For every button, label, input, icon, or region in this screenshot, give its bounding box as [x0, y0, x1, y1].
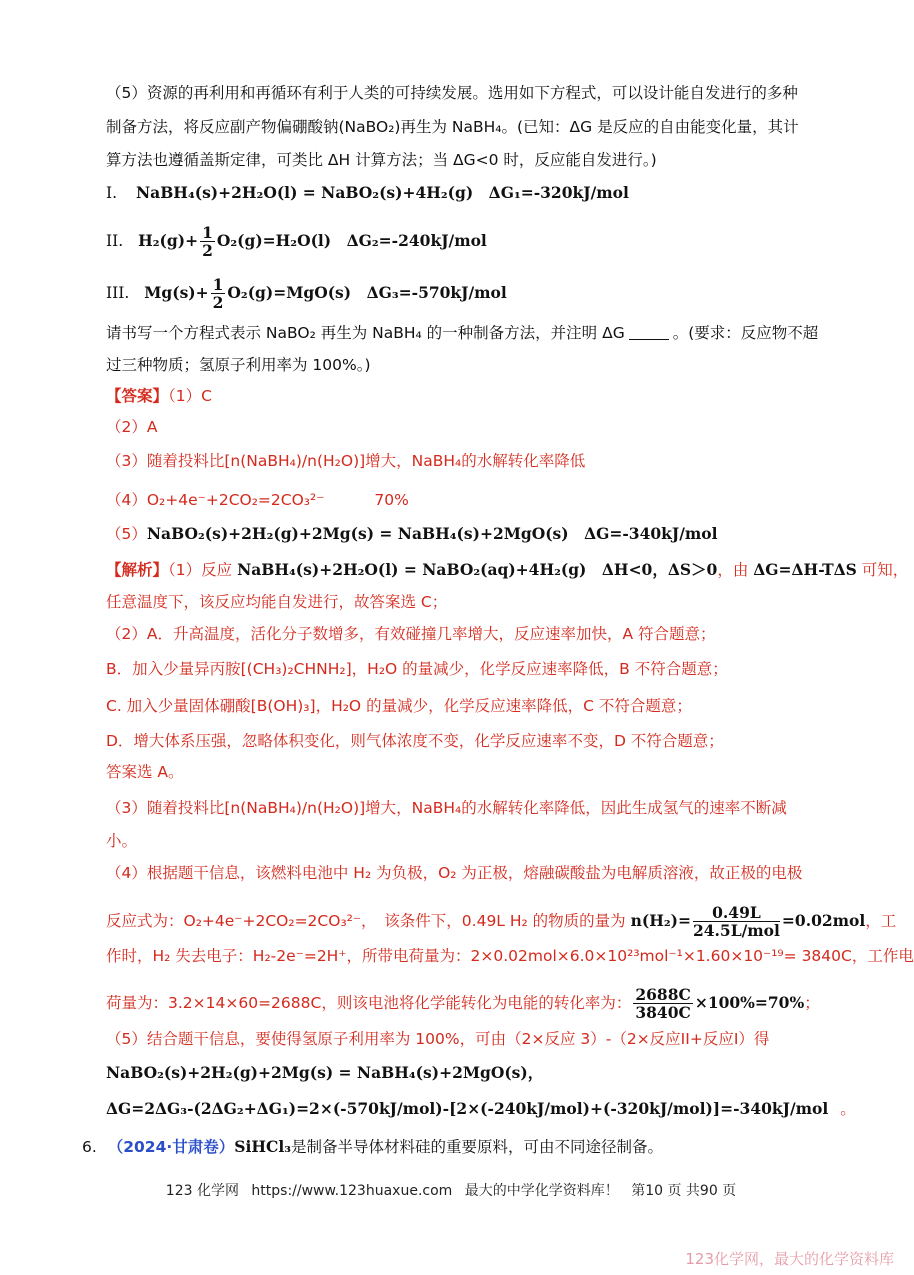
- reaction-1-label: I.: [106, 184, 118, 202]
- analysis-5-calc: [106, 1098, 856, 1120]
- intro-line-3: 算方法也遵循盖斯定律，可类比 ΔH 计算方法；当 ΔG<0 时，反应能自发进行。): [106, 151, 657, 169]
- question-6-source: （2024·甘肃卷）: [107, 1138, 235, 1156]
- reaction-2-post: O₂(g)=H₂O(l) ΔG₂=-240kJ/mol: [216, 231, 487, 250]
- analysis-4-frac2-den: 3840C: [635, 1003, 691, 1022]
- analysis-1b: ，由: [717, 561, 754, 579]
- answer-4-eq: （4）O₂+4e⁻+2CO₂=2CO₃²⁻: [106, 491, 325, 509]
- analysis-1-eq: NaBH₄(s)+2H₂O(l) = NaBO₂(aq)+4H₂(g) ΔH<0，ΔS＞0: [237, 560, 718, 579]
- prompt-line-1: [106, 322, 818, 344]
- intro-line-1: （5）资源的再利用和再循环有利于人类的可持续发展。选用如下方程式，可以设计能自发进行的多种: [106, 84, 798, 102]
- half-fraction-2: [211, 276, 226, 311]
- reaction-2: [106, 224, 487, 259]
- analysis-4-result-2: ×100%=70%: [694, 993, 805, 1012]
- analysis-4-frac-num: 0.49L: [693, 904, 780, 922]
- footer-site: 123 化学网: [165, 1183, 239, 1199]
- analysis-tag: 【解析】: [106, 561, 169, 579]
- reaction-1: [106, 182, 629, 204]
- analysis-4-end: ；: [804, 994, 820, 1012]
- half-den-2: 2: [212, 293, 224, 312]
- analysis-1-line2: 任意温度下，该反应均能自发进行，故答案选 C；: [106, 593, 448, 611]
- prompt-line-2: 过三种物质；氢原子利用率为 100%。): [106, 356, 371, 374]
- analysis-5-calc-eq: ΔG=2ΔG₃-(2ΔG₂+ΔG₁)=2×(-570kJ/mol)-[2×(-240kJ/mol)+(-320kJ/mol)]=-340kJ/mol: [106, 1099, 829, 1118]
- question-6: [82, 1136, 663, 1158]
- analysis-2c: C. 加入少量固体硼酸[B(OH)₃]，H₂O 的量减少，化学反应速率降低，C 不符合题意；: [106, 697, 692, 715]
- half-den: 2: [202, 241, 213, 260]
- analysis-1-eq2: ΔG=ΔH-TΔS: [753, 560, 857, 579]
- answer-1: [106, 385, 212, 407]
- analysis-4-line2: [106, 904, 896, 939]
- half-fraction: [200, 224, 215, 259]
- analysis-3-line1: （3）随着投料比[n(NaBH₄)/n(H₂O)]增大，NaBH₄的水解转化率降低，因此生成氢气的速率不断减: [106, 799, 787, 817]
- answer-4-value: 70%: [374, 491, 409, 509]
- analysis-4-line3: 作时，H₂ 失去电子：H₂-2e⁻=2H⁺，所带电荷量为：2×0.02mol×6.0×10²³mol⁻¹×1.60×10⁻¹⁹= 3840C，工作电: [106, 947, 914, 965]
- reaction-1-equation: NaBH₄(s)+2H₂O(l) = NaBO₂(s)+4H₂(g) ΔG₁=-320kJ/mol: [136, 183, 629, 202]
- question-6-text: 是制备半导体材料硅的重要原料，可由不同途径制备。: [291, 1138, 664, 1156]
- analysis-3-line2: 小。: [106, 832, 138, 850]
- answer-5-prefix: （5）: [106, 525, 147, 543]
- question-6-number: 6.: [82, 1138, 97, 1156]
- answer-blank: [629, 339, 669, 340]
- answer-3: （3）随着投料比[n(NaBH₄)/n(H₂O)]增大，NaBH₄的水解转化率降低: [106, 452, 586, 470]
- analysis-2d: D．增大体系压强，忽略体积变化，则气体浓度不变，化学反应速率不变，D 不符合题意；: [106, 732, 724, 750]
- analysis-4-fraction: [693, 904, 780, 939]
- reaction-3-label: III.: [106, 284, 130, 302]
- footer-page-number: 第10 页 共90 页: [631, 1183, 737, 1199]
- analysis-4-frac-den: 24.5L/mol: [692, 921, 780, 940]
- half-num-2: 1: [212, 275, 224, 294]
- reaction-3: [106, 276, 507, 311]
- answer-tag: 【答案】: [106, 387, 169, 405]
- analysis-4-fraction-2: [633, 986, 692, 1021]
- answer-5: [106, 523, 718, 545]
- analysis-2a: （2）A．升高温度，活化分子数增多，有效碰撞几率增大，反应速率加快，A 符合题意；: [106, 625, 716, 643]
- prompt-line-1b: 。(要求：反应物不超: [672, 324, 819, 342]
- analysis-2-answer: 答案选 A。: [106, 763, 184, 781]
- reaction-3-pre: Mg(s)+: [144, 283, 209, 302]
- answer-4: [106, 489, 409, 511]
- answer-2: （2）A: [106, 418, 158, 436]
- analysis-4-line1: （4）根据题干信息，该燃料电池中 H₂ 为负极，O₂ 为正极，熔融碳酸盐为电解质溶液，故正极的电极: [106, 864, 803, 882]
- analysis-4-frac2-num: 2688C: [635, 985, 691, 1004]
- analysis-4-line2b: ，工: [865, 912, 897, 930]
- footer-slogan: 最大的中学化学资料库！: [464, 1183, 619, 1199]
- analysis-1c: 可知，: [856, 561, 909, 579]
- intro-line-2: 制备方法，将反应副产物偏硼酸钠(NaBO₂)再生为 NaBH₄。(已知：ΔG 是反应的自由能变化量，其计: [106, 118, 799, 136]
- analysis-4-line2a: 反应式为：O₂+4e⁻+2CO₂=2CO₃²⁻， 该条件下，0.49L H₂ 的物质的量为: [106, 912, 631, 930]
- analysis-1a: （1）反应: [168, 561, 238, 579]
- prompt-line-1a: 请书写一个方程式表示 NaBO₂ 再生为 NaBH₄ 的一种制备方法，并注明 ΔG: [106, 324, 625, 342]
- analysis-5-equation: NaBO₂(s)+2H₂(g)+2Mg(s) = NaBH₄(s)+2MgO(s)，: [106, 1063, 544, 1082]
- analysis-4-result: =0.02mol: [781, 911, 866, 930]
- page-footer: [0, 1180, 902, 1200]
- reaction-2-label: II.: [106, 232, 124, 250]
- analysis-4-line4: [106, 986, 820, 1021]
- answer-5-equation: NaBO₂(s)+2H₂(g)+2Mg(s) = NaBH₄(s)+2MgO(s) ΔG=-340kJ/mol: [146, 524, 718, 543]
- analysis-1: [106, 559, 908, 581]
- analysis-5-line1: （5）结合题干信息，要使得氢原子利用率为 100%，可由（2×反应 3）-（2×反应II+反应I）得: [106, 1030, 770, 1048]
- question-6-formula: SiHCl₃: [234, 1137, 292, 1156]
- analysis-2b: B．加入少量异丙胺[(CH₃)₂CHNH₂]，H₂O 的量减少，化学反应速率降低，B 不符合题意；: [106, 660, 728, 678]
- analysis-5-end: 。: [840, 1100, 856, 1118]
- reaction-2-pre: H₂(g)+: [138, 231, 199, 250]
- analysis-4-line4a: 荷量为：3.2×14×60=2688C，则该电池将化学能转化为电能的转化率为：: [106, 994, 632, 1012]
- watermark: 123化学网，最大的化学资料库: [685, 1250, 894, 1268]
- answer-1-text: （1）C: [168, 387, 212, 405]
- analysis-4-nH2: n(H₂)=: [630, 911, 691, 930]
- reaction-3-post: O₂(g)=MgO(s) ΔG₃=-570kJ/mol: [227, 283, 507, 302]
- footer-url[interactable]: https://www.123huaxue.com: [251, 1183, 453, 1199]
- half-num: 1: [202, 223, 213, 242]
